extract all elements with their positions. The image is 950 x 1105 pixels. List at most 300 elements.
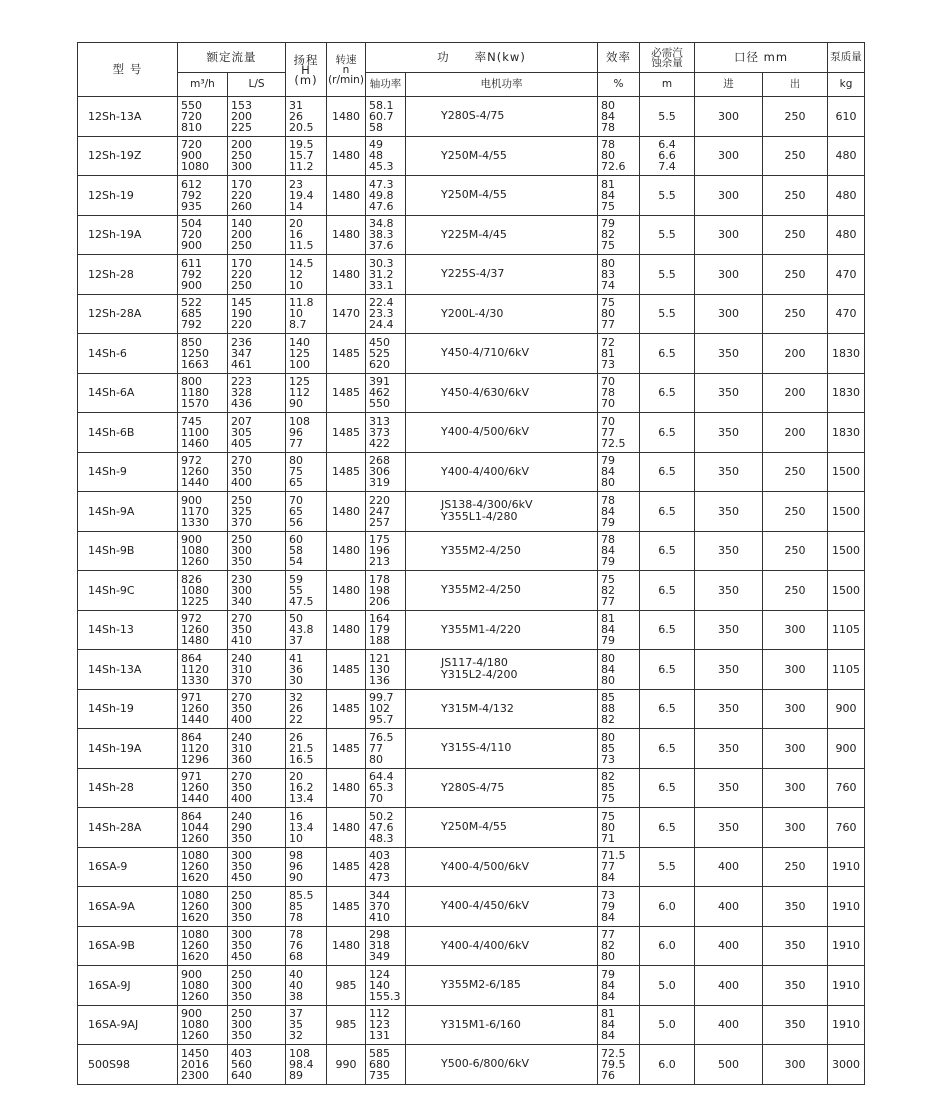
shaft-power-cell [366,531,406,571]
head-value: 16.5 [289,752,314,766]
shaft-power-cell [366,452,406,492]
outlet-cell: 250 [763,531,828,571]
efficiency-cell [598,255,640,295]
model-cell: 14Sh-13 [78,610,178,650]
head-cell [286,294,327,334]
flow-ls-value: 450 [231,950,252,964]
efficiency-value: 84 [601,1018,615,1032]
flow-m3h-value: 864 [181,651,202,665]
head-value: 19.5 [289,138,314,152]
table-row [78,452,865,492]
flow-m3h-value: 745 [181,414,202,428]
flow-m3h-value: 685 [181,307,202,321]
npsh-cell [640,452,695,492]
head-cell [286,492,327,532]
shaft-power-cell [366,1005,406,1045]
speed-cell: 1485 [327,887,366,927]
shaft-power-value: 155.3 [369,989,401,1003]
motor-power-cell [406,255,598,295]
efficiency-value: 71 [601,831,615,845]
mass-cell: 1500 [828,531,865,571]
inlet-cell: 350 [695,689,763,729]
shaft-power-value: 462 [369,386,390,400]
flow-ls-value: 300 [231,899,252,913]
flow-ls-value: 236 [231,335,252,349]
shaft-power-value: 49 [369,138,383,152]
table-row [78,176,865,216]
efficiency-value: 84 [601,544,615,558]
flow-m3h-cell [178,847,228,887]
efficiency-value: 79 [601,515,615,529]
flow-ls-value: 360 [231,752,252,766]
shaft-power-value: 188 [369,634,390,648]
npsh-value: 6.6 [658,149,676,163]
npsh-value: 5.0 [658,978,676,992]
efficiency-value: 76 [601,1068,615,1082]
outlet-cell: 350 [763,926,828,966]
shaft-power-value: 349 [369,950,390,964]
npsh-cell [640,1005,695,1045]
model-cell: 16SA-9AJ [78,1005,178,1045]
inlet-cell: 350 [695,452,763,492]
head-value: 20.5 [289,120,314,134]
speed-cell: 1470 [327,294,366,334]
head-value: 76 [289,939,303,953]
efficiency-value: 79 [601,899,615,913]
mass-cell: 1910 [828,966,865,1006]
shaft-power-value: 403 [369,849,390,863]
npsh-value: 6.4 [658,138,676,152]
flow-ls-cell [228,492,286,532]
npsh-value: 7.4 [658,160,676,174]
flow-m3h-value: 1260 [181,555,209,569]
motor-power-value: Y500-6/800/6kV [441,1057,529,1071]
inlet-cell: 400 [695,926,763,966]
efficiency-cell [598,176,640,216]
npsh-cell [640,97,695,137]
table-row [78,413,865,453]
header-npsh-line2: 蚀余量 [651,56,683,69]
flow-m3h-value: 850 [181,335,202,349]
efficiency-value: 79 [601,454,615,468]
npsh-value: 6.5 [658,504,676,518]
shaft-power-value: 306 [369,465,390,479]
flow-m3h-cell [178,808,228,848]
motor-power-cell [406,729,598,769]
efficiency-value: 88 [601,702,615,716]
mass-cell: 1500 [828,571,865,611]
flow-ls-value: 220 [231,267,252,281]
flow-m3h-value: 720 [181,138,202,152]
head-value: 11.2 [289,160,314,174]
inlet-cell: 350 [695,768,763,808]
flow-m3h-value: 900 [181,239,202,253]
efficiency-value: 80 [601,730,615,744]
flow-ls-value: 340 [231,594,252,608]
shaft-power-cell [366,768,406,808]
flow-ls-value: 260 [231,199,252,213]
head-value: 80 [289,454,303,468]
shaft-power-value: 123 [369,1018,390,1032]
efficiency-value: 75 [601,809,615,823]
efficiency-value: 80 [601,149,615,163]
head-value: 30 [289,673,303,687]
flow-ls-value: 200 [231,228,252,242]
shaft-power-cell [366,294,406,334]
efficiency-value: 77 [601,425,615,439]
flow-m3h-value: 1570 [181,397,209,411]
model-cell: 500S98 [78,1045,178,1085]
shaft-power-cell [366,492,406,532]
head-value: 11.5 [289,239,314,253]
flow-ls-cell [228,373,286,413]
inlet-cell: 400 [695,847,763,887]
flow-m3h-cell [178,610,228,650]
model-cell: 16SA-9B [78,926,178,966]
shaft-power-value: 319 [369,476,390,490]
header-flow-ls: L/S [228,73,286,97]
head-value: 85 [289,899,303,913]
flow-m3h-value: 1440 [181,792,209,806]
table-row [78,571,865,611]
efficiency-cell [598,1045,640,1085]
flow-ls-value: 305 [231,425,252,439]
efficiency-cell [598,847,640,887]
efficiency-value: 82 [601,713,615,727]
shaft-power-value: 473 [369,871,390,885]
flow-ls-value: 290 [231,820,252,834]
motor-power-value: Y280S-4/75 [441,109,505,123]
inlet-cell: 300 [695,215,763,255]
head-value: 98.4 [289,1057,314,1071]
motor-power-value: Y280S-4/75 [441,780,505,794]
efficiency-value: 81 [601,177,615,191]
outlet-cell: 300 [763,768,828,808]
flow-ls-value: 405 [231,436,252,450]
flow-ls-cell [228,768,286,808]
efficiency-cell [598,1005,640,1045]
efficiency-value: 73 [601,357,615,371]
motor-power-value: Y355M1-4/220 [441,622,521,636]
flow-ls-cell [228,97,286,137]
efficiency-cell [598,768,640,808]
efficiency-cell [598,294,640,334]
head-value: 37 [289,634,303,648]
shaft-power-value: 370 [369,899,390,913]
head-value: 140 [289,335,310,349]
efficiency-cell [598,808,640,848]
outlet-cell: 350 [763,1005,828,1045]
flow-m3h-value: 1260 [181,860,209,874]
flow-ls-cell [228,887,286,927]
flow-m3h-cell [178,413,228,453]
head-value: 47.5 [289,594,314,608]
mass-cell: 470 [828,255,865,295]
header-power: 功 率N(kw) [366,43,598,73]
head-value: 13.4 [289,792,314,806]
head-cell [286,689,327,729]
shaft-power-cell [366,97,406,137]
motor-power-cell [406,97,598,137]
efficiency-value: 79.5 [601,1057,626,1071]
efficiency-value: 72.5 [601,1046,626,1060]
flow-ls-cell [228,729,286,769]
head-cell [286,176,327,216]
flow-ls-value: 200 [231,138,252,152]
efficiency-value: 84 [601,871,615,885]
flow-ls-value: 436 [231,397,252,411]
header-speed-label: 转速 [335,53,357,66]
motor-power-cell [406,294,598,334]
table-row [78,255,865,295]
head-value: 59 [289,572,303,586]
mass-cell: 1500 [828,492,865,532]
motor-power-value: Y250M-4/55 [441,820,507,834]
motor-power-value: Y250M-4/55 [441,188,507,202]
head-value: 16 [289,228,303,242]
head-value: 43.8 [289,623,314,637]
model-cell: 16SA-9 [78,847,178,887]
efficiency-value: 80 [601,820,615,834]
efficiency-cell [598,689,640,729]
shaft-power-cell [366,215,406,255]
header-npsh-unit: m [640,73,695,97]
motor-power-value: Y315L2-4/200 [441,668,518,682]
efficiency-cell [598,334,640,374]
flow-m3h-cell [178,255,228,295]
efficiency-value: 73 [601,752,615,766]
outlet-cell: 250 [763,847,828,887]
motor-power-value: Y400-4/500/6kV [441,425,529,439]
head-value: 10 [289,278,303,292]
shaft-power-value: 58.1 [369,98,394,112]
shaft-power-value: 77 [369,741,383,755]
efficiency-value: 84 [601,662,615,676]
efficiency-value: 82 [601,583,615,597]
flow-m3h-value: 1080 [181,1018,209,1032]
flow-m3h-cell [178,729,228,769]
efficiency-value: 84 [601,109,615,123]
header-npsh [640,43,695,73]
head-value: 12 [289,267,303,281]
flow-m3h-value: 2016 [181,1057,209,1071]
head-value: 35 [289,1018,303,1032]
motor-power-cell [406,373,598,413]
motor-power-cell [406,492,598,532]
efficiency-value: 70 [601,397,615,411]
shaft-power-value: 410 [369,910,390,924]
efficiency-value: 82 [601,228,615,242]
flow-ls-value: 640 [231,1068,252,1082]
head-value: 14.5 [289,256,314,270]
header-head-symbol: H [301,62,311,77]
efficiency-value: 78 [601,533,615,547]
head-value: 125 [289,375,310,389]
inlet-cell: 350 [695,729,763,769]
flow-m3h-cell [178,650,228,690]
shaft-power-cell [366,571,406,611]
shaft-power-value: 198 [369,583,390,597]
shaft-power-value: 313 [369,414,390,428]
npsh-cell [640,571,695,611]
flow-m3h-value: 1440 [181,476,209,490]
head-value: 40 [289,978,303,992]
head-value: 8.7 [289,318,307,332]
outlet-cell: 250 [763,176,828,216]
shaft-power-cell [366,808,406,848]
npsh-cell [640,255,695,295]
head-cell [286,887,327,927]
flow-ls-value: 225 [231,120,252,134]
efficiency-value: 70 [601,414,615,428]
speed-cell: 1485 [327,413,366,453]
head-cell [286,531,327,571]
speed-cell: 1480 [327,926,366,966]
flow-ls-value: 350 [231,939,252,953]
npsh-cell [640,373,695,413]
mass-cell: 480 [828,136,865,176]
mass-cell: 760 [828,808,865,848]
efficiency-value: 85 [601,741,615,755]
flow-m3h-value: 792 [181,267,202,281]
inlet-cell: 350 [695,373,763,413]
flow-m3h-value: 611 [181,256,202,270]
flow-m3h-value: 900 [181,278,202,292]
flow-ls-value: 170 [231,177,252,191]
flow-m3h-value: 1330 [181,673,209,687]
shaft-power-cell [366,610,406,650]
shaft-power-value: 735 [369,1068,390,1082]
model-cell: 16SA-9J [78,966,178,1006]
motor-power-value: Y450-4/630/6kV [441,385,529,399]
head-cell [286,413,327,453]
flow-ls-cell [228,294,286,334]
head-cell [286,1005,327,1045]
head-cell [286,610,327,650]
head-value: 89 [289,1068,303,1082]
npsh-value: 6.5 [658,741,676,755]
model-cell: 14Sh-6B [78,413,178,453]
efficiency-value: 84 [601,465,615,479]
flow-ls-value: 250 [231,493,252,507]
shaft-power-cell [366,689,406,729]
head-value: 20 [289,770,303,784]
flow-m3h-value: 1120 [181,662,209,676]
speed-cell: 1480 [327,808,366,848]
motor-power-cell [406,413,598,453]
shaft-power-value: 428 [369,860,390,874]
head-cell [286,808,327,848]
motor-power-cell [406,571,598,611]
shaft-power-value: 220 [369,493,390,507]
header-speed-unit: (r/min) [328,73,364,86]
efficiency-cell [598,413,640,453]
shaft-power-value: 373 [369,425,390,439]
motor-power-cell [406,610,598,650]
npsh-value: 6.0 [658,1057,676,1071]
head-value: 40 [289,967,303,981]
flow-ls-value: 300 [231,849,252,863]
efficiency-value: 78 [601,138,615,152]
flow-m3h-value: 1260 [181,702,209,716]
inlet-cell: 350 [695,492,763,532]
header-shaft-power: 轴功率 [366,73,406,97]
flow-m3h-value: 1170 [181,504,209,518]
motor-power-value: Y225M-4/45 [441,227,507,241]
table-row [78,689,865,729]
flow-m3h-value: 1260 [181,781,209,795]
npsh-value: 5.0 [658,1018,676,1032]
head-cell [286,215,327,255]
flow-m3h-cell [178,215,228,255]
inlet-cell: 350 [695,610,763,650]
table-row [78,729,865,769]
motor-power-value: Y400-4/450/6kV [441,899,529,913]
efficiency-value: 80 [601,673,615,687]
flow-m3h-value: 522 [181,296,202,310]
head-value: 50 [289,612,303,626]
head-value: 77 [289,436,303,450]
flow-m3h-value: 810 [181,120,202,134]
header-head-label: 扬程 [293,52,319,67]
header-efficiency: 效率 [598,43,640,73]
flow-ls-value: 270 [231,691,252,705]
npsh-value: 6.5 [658,702,676,716]
head-value: 22 [289,713,303,727]
flow-ls-value: 250 [231,278,252,292]
shaft-power-value: 48 [369,149,383,163]
flow-ls-cell [228,1005,286,1045]
motor-power-value: Y450-4/710/6kV [441,346,529,360]
flow-ls-value: 240 [231,730,252,744]
efficiency-cell [598,966,640,1006]
inlet-cell: 300 [695,176,763,216]
header-diameter: 口径 mm [695,43,828,73]
flow-ls-value: 400 [231,476,252,490]
shaft-power-value: 31.2 [369,267,394,281]
shaft-power-value: 70 [369,792,383,806]
flow-m3h-value: 900 [181,149,202,163]
shaft-power-value: 196 [369,544,390,558]
flow-ls-value: 350 [231,989,252,1003]
efficiency-value: 78 [601,120,615,134]
flow-m3h-cell [178,176,228,216]
mass-cell: 1910 [828,926,865,966]
shaft-power-value: 64.4 [369,770,394,784]
flow-ls-value: 145 [231,296,252,310]
header-model: 型 号 [78,43,178,97]
shaft-power-value: 247 [369,504,390,518]
flow-m3h-value: 826 [181,572,202,586]
efficiency-value: 77 [601,594,615,608]
outlet-cell: 250 [763,571,828,611]
head-value: 98 [289,849,303,863]
flow-ls-value: 300 [231,583,252,597]
flow-ls-cell [228,1045,286,1085]
npsh-value: 5.5 [658,228,676,242]
npsh-value: 6.5 [658,346,676,360]
npsh-value: 6.5 [658,820,676,834]
flow-m3h-value: 1080 [181,160,209,174]
efficiency-cell [598,97,640,137]
flow-ls-value: 250 [231,967,252,981]
pump-spec-table [77,42,865,1085]
flow-m3h-value: 1080 [181,888,209,902]
head-cell [286,334,327,374]
shaft-power-value: 80 [369,752,383,766]
flow-m3h-value: 612 [181,177,202,191]
model-cell: 12Sh-28A [78,294,178,334]
